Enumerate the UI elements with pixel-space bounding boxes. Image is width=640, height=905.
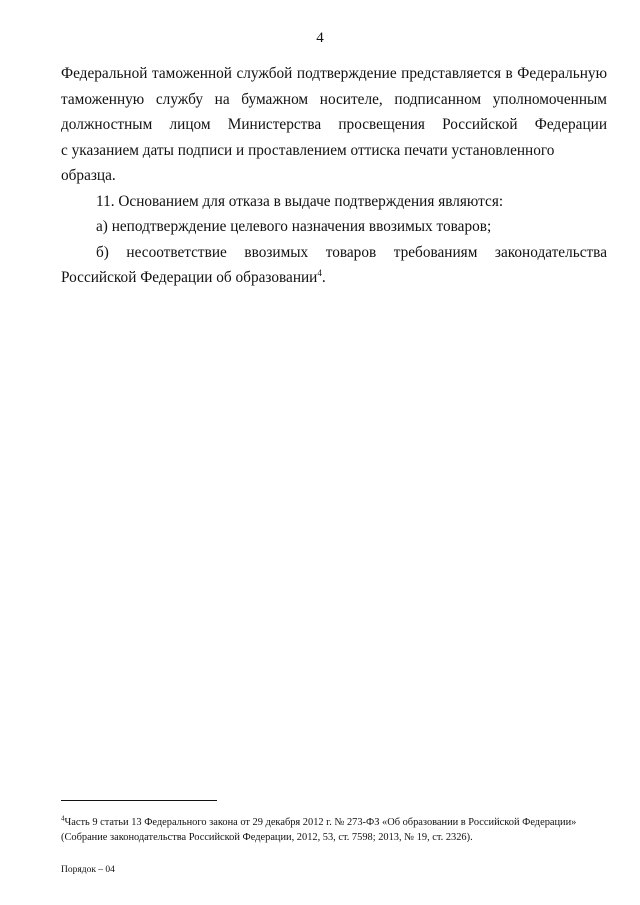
paragraph-item-11: 11. Основанием для отказа в выдаче подтверждения являются: (96, 192, 504, 210)
text-fragment: . (321, 269, 326, 286)
text-fragment: Российской Федерации об образовании (61, 269, 318, 286)
footnote-separator (61, 800, 217, 801)
footnote (61, 815, 616, 845)
text-line: с указанием даты подписи и проставлением оттиска печати установленного образца. (61, 141, 555, 184)
footnote-text: Часть 9 статьи 13 Федерального закона от 29 декабря 2012 г. № 273-ФЗ «Об образовании в Российской Федерации» (64, 817, 577, 828)
text-line: должностным лицом Министерства просвещения Российской Федерации (61, 116, 607, 133)
text-line (61, 265, 607, 291)
page-footer-label: Порядок – 04 (61, 865, 115, 875)
paragraph-item-b (61, 240, 607, 291)
footnote-mark: 4 (61, 814, 65, 823)
paragraph-item-a: а) неподтверждение целевого назначения ввозимых товаров; (96, 218, 492, 235)
text-line: таможенную службу на бумажном носителе, подписанном уполномоченным (61, 90, 607, 108)
footnote-line: (Собрание законодательства Российской Федерации, 2012, 53, ст. 7598; 2013, № 19, ст. 2326). (61, 832, 473, 843)
text-line: б) несоответствие ввозимых товаров требованиям законодательства (96, 243, 607, 261)
text-line: Федеральной таможенной службой подтверждение представляется в Федеральную (61, 65, 607, 82)
footnote-reference[interactable]: 4 (317, 267, 322, 278)
body-text (61, 61, 607, 291)
footnote-line (61, 815, 616, 830)
paragraph-continuation (61, 61, 607, 189)
page-number: 4 (316, 30, 324, 46)
